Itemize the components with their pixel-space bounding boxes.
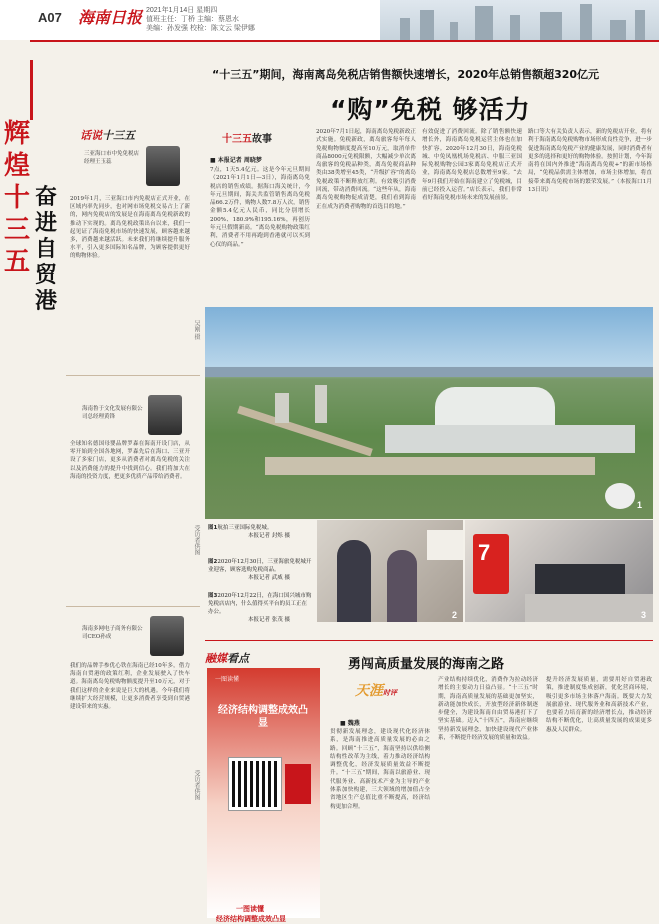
column-title-suffix: 十三五 [102, 129, 135, 142]
caption-credit: 本报记者 张茂 摄 [248, 617, 290, 623]
tianya-text: 天涯 [355, 683, 383, 699]
vertical-title-red: 辉煌十三五 [3, 119, 30, 277]
person-portrait [148, 395, 182, 435]
person-caption: 海南多网电子商务有限公司CEO孙成 [82, 626, 143, 640]
page-number: A07 [38, 10, 62, 25]
newspaper-logo: 海南日报 [78, 8, 143, 27]
headline: “购”免税 够活力 [330, 95, 531, 124]
section-divider [66, 375, 200, 376]
commentary-column-3: 提升经济发展质量，需要用好自贸港政策，推进制度集成创新，优化营商环境，吸引更多市场主体落户海南。既要大力发展旅游业、现代服务业和高新技术产业，也要着力培育新的经济增长点，推动经济结构不断优化，让高质量发展的成果更多惠及人民群众。 [546, 677, 652, 733]
photo-caption-2 [208, 558, 312, 582]
person-caption: 海南鲁于文化发展有限公司总经理黄锋 [82, 406, 143, 420]
photo-credit: 吴刚 摄 [193, 320, 199, 340]
person-portrait [146, 146, 180, 186]
byline: ■ 本报记者 周晓梦 [210, 157, 262, 164]
column-title-prefix: 话说 [80, 129, 102, 142]
rongmei-section-title [205, 650, 249, 666]
caption-text: 航拍三亚国际免税城。 [217, 525, 273, 531]
caption-number: 图3 [208, 593, 218, 599]
rongmei-suffix: 看点 [227, 652, 249, 665]
infographic-poster [207, 668, 320, 918]
caption-number: 图2 [208, 559, 218, 565]
accent-bar [30, 60, 33, 120]
article-column-4: 路口等大有关负责人表示，新的免税店开业，将有利于海南离岛免税购物市场形成良性竞争，进一步促进海南离岛免税产业的健康发展，同时消费者有更多的选择和更好的购物体验。按照计划，今年海南将在国内外推进“海南离岛免税+”的新市场格局，“免税品供需主体增加，市场主体增加，将直接带来离岛免税市场的繁荣发展。”（本报海口1月13日讯） [528, 129, 652, 194]
header-meta [146, 6, 255, 33]
article-column-2: 2020年7月1日起，海南离岛免税新政正式实施。免税新政，离岛旅客每年每人免税购物额度提高至10万元，取消单件商品8000元免税限额，大幅减少单次离岛旅客的免税品种类，离岛免税商品种类由38类增至45类，“升级扩容”的离岛免税政策不断释放红利。有效吸引消费回流，带动消费回流。“这些年从，海南离岛免税购物促成清楚，我们看到海南正在成为消费者购物的首选目的地。” [316, 129, 416, 210]
photo-office-staff [465, 520, 653, 622]
photo-credit: 受访者供图 [193, 770, 199, 800]
article-column-3: 有效促进了消费回流。除了销售额快速增长外，海南离岛免税运营主体也在加快扩容。2020年12月30日，海南免税城、中免凤凰机场免税店、中服三亚国际免税购物公园3家离岛免税店正式开业，海南离岛免税店总数增至9家。“去年9月我们开始在海南建立了免税城，目前已经投入运营。”店长表示，我们非常看好海南免税市场未来的发展前景。 [422, 129, 522, 202]
section-divider [66, 606, 200, 607]
story-section-title [222, 130, 272, 145]
person-quote: 我们的品牌手参优心铁在海南已经10年多，借力海南自贸港的政策红利，企业发展驶入了快车道。海南离岛免税购物额度提升至10万元，对于我们这样的企业来说是巨大的机遇。今年我们将继续扩大经营规模，让更多消费者享受到自贸港建设带来的实惠。 [70, 663, 190, 711]
column-title-huashuo [80, 127, 135, 143]
story-title-suffix: 故事 [252, 134, 272, 145]
poster-logo-block [285, 764, 311, 804]
caption-number: 图1 [208, 525, 218, 531]
poster-caption-1: 一图读懂 [236, 905, 264, 913]
person-quote: 2019年1月，三亚海口市内免税店正式开业，在区域内率先同步，也对网市场免税交易占上了新的，网内免税店的发展是在海南离岛免税新政的推动下实现的。离岛免税政策出台以来，我们一起见证了海南免税市场的快速发展，顾客越来越多，消费越来越活跃。未来我们将继续提升服务水平，引入更多国际知名品牌，为顾客提供更好的购物体验。 [70, 196, 190, 260]
designers-line: 美编：孙发强 校检：陈文云 梁伊娜 [146, 25, 255, 32]
caption-text: 2020年12月22日，在海口国兴城市购免税店店内，什么值得买平台的员工正在办公。 [208, 593, 312, 615]
header-rule [30, 40, 659, 42]
subheadline: “十三五”期间，海南离岛免税店销售额快速增长，2020年总销售额超320亿元 [212, 68, 600, 81]
photo-credit: 受访者供图 [193, 525, 199, 555]
commentary-author: ■ 魏燕 [340, 720, 360, 727]
photo-shoppers [317, 520, 463, 622]
commentary-column-1: 贯彻新发展理念，建设现代化经济体系，是海南推进高质量发展的必由之路。回顾“十三五”，海南坚持以供给侧结构性改革为主线，着力推动经济结构调整优化，经济发展质量效益不断提升。“十三五”期间，海南以旅游业、现代服务业、高新技术产业为主导的产业体系加快构建，三大领域的增加值占全省地区生产总值比重不断提高，经济结构更加合理。 [330, 729, 430, 810]
photo-number-badge [605, 483, 635, 509]
caption-text: 2020年12月30日，三亚海旅免税城开业迎客，顾客选购免税商品。 [208, 559, 312, 573]
photo-caption-3 [208, 592, 312, 624]
shop-badge-number: 7 [478, 540, 491, 565]
qr-code[interactable] [229, 758, 281, 810]
photo-number: 2 [452, 610, 458, 620]
caption-credit: 本报记者 武威 摄 [248, 575, 290, 581]
section-divider [205, 640, 653, 641]
commentary-headline: 勇闯高质量发展的海南之路 [348, 657, 505, 672]
poster-top-label: 一图读懂 [215, 677, 240, 683]
photo-number: 1 [637, 500, 643, 510]
person-quote: 全球知名德国母婴品牌罗森在海南开设门店，从零开始到全国各地网，罗森先后在海口、三亚开设了多家门店，更多从消费者对离岛免税的关注以及消费能力的提升中找到信心。我们将加大在海南的投资力度，把更多优质产品带给消费者。 [70, 441, 190, 480]
poster-title: 经济结构调整成效凸显 [218, 705, 308, 729]
editors-line: 值班主任：丁桥 主编：蔡恩水 [146, 16, 239, 23]
photo-number: 3 [641, 610, 647, 620]
commentary-column-2: 产业结构持续优化，消费作为拉动经济增长的主要动力日益凸显。“十三五”时期，海南高质量发展的基础更加坚实，新动能加快成长，开放型经济新体制逐步健全，为建设海南自由贸易港打下了坚实基础。迈入“十四五”，海南应继续坚持新发展理念，加快建设现代产业体系，不断提升经济发展的质量和效益。 [438, 677, 538, 742]
person-portrait [150, 616, 184, 656]
tianya-commentary-logo [355, 680, 397, 700]
aerial-photo-duty-free-city [205, 307, 653, 519]
person-caption: 三亚海口市中免免税店经理王玉蕊 [84, 151, 140, 165]
tianya-sub: 时评 [383, 689, 397, 697]
photo-caption-1 [208, 524, 312, 540]
rongmei-prefix: 融媒 [205, 652, 227, 665]
vertical-title-black: 奋进自贸港 [34, 185, 57, 314]
article-column-1: 7点，1天5.4亿元。这是今年元旦期间（2021年1月1日—3日），海南离岛免税店的销售成绩。据海口海关统计，今年元旦期间，海关共监管销售离岛免税品66.2万件，购物人数7.8万人次，销售金额5.4亿元人民币，同比分别增长200%、180.9%和195.16%，再创历年元旦假期新高。“离岛免税购物政策红利，消费者不用再跑到香港就可以买到心仪的商品。” [210, 167, 310, 248]
issue-date: 2021年1月14日 星期四 [146, 7, 218, 14]
caption-credit: 本报记者 封烁 摄 [248, 533, 290, 539]
header-skyline-image [380, 0, 659, 40]
poster-caption-2: 经济结构调整成效凸显 [216, 915, 286, 923]
story-title-prefix: 十三五 [222, 134, 252, 145]
